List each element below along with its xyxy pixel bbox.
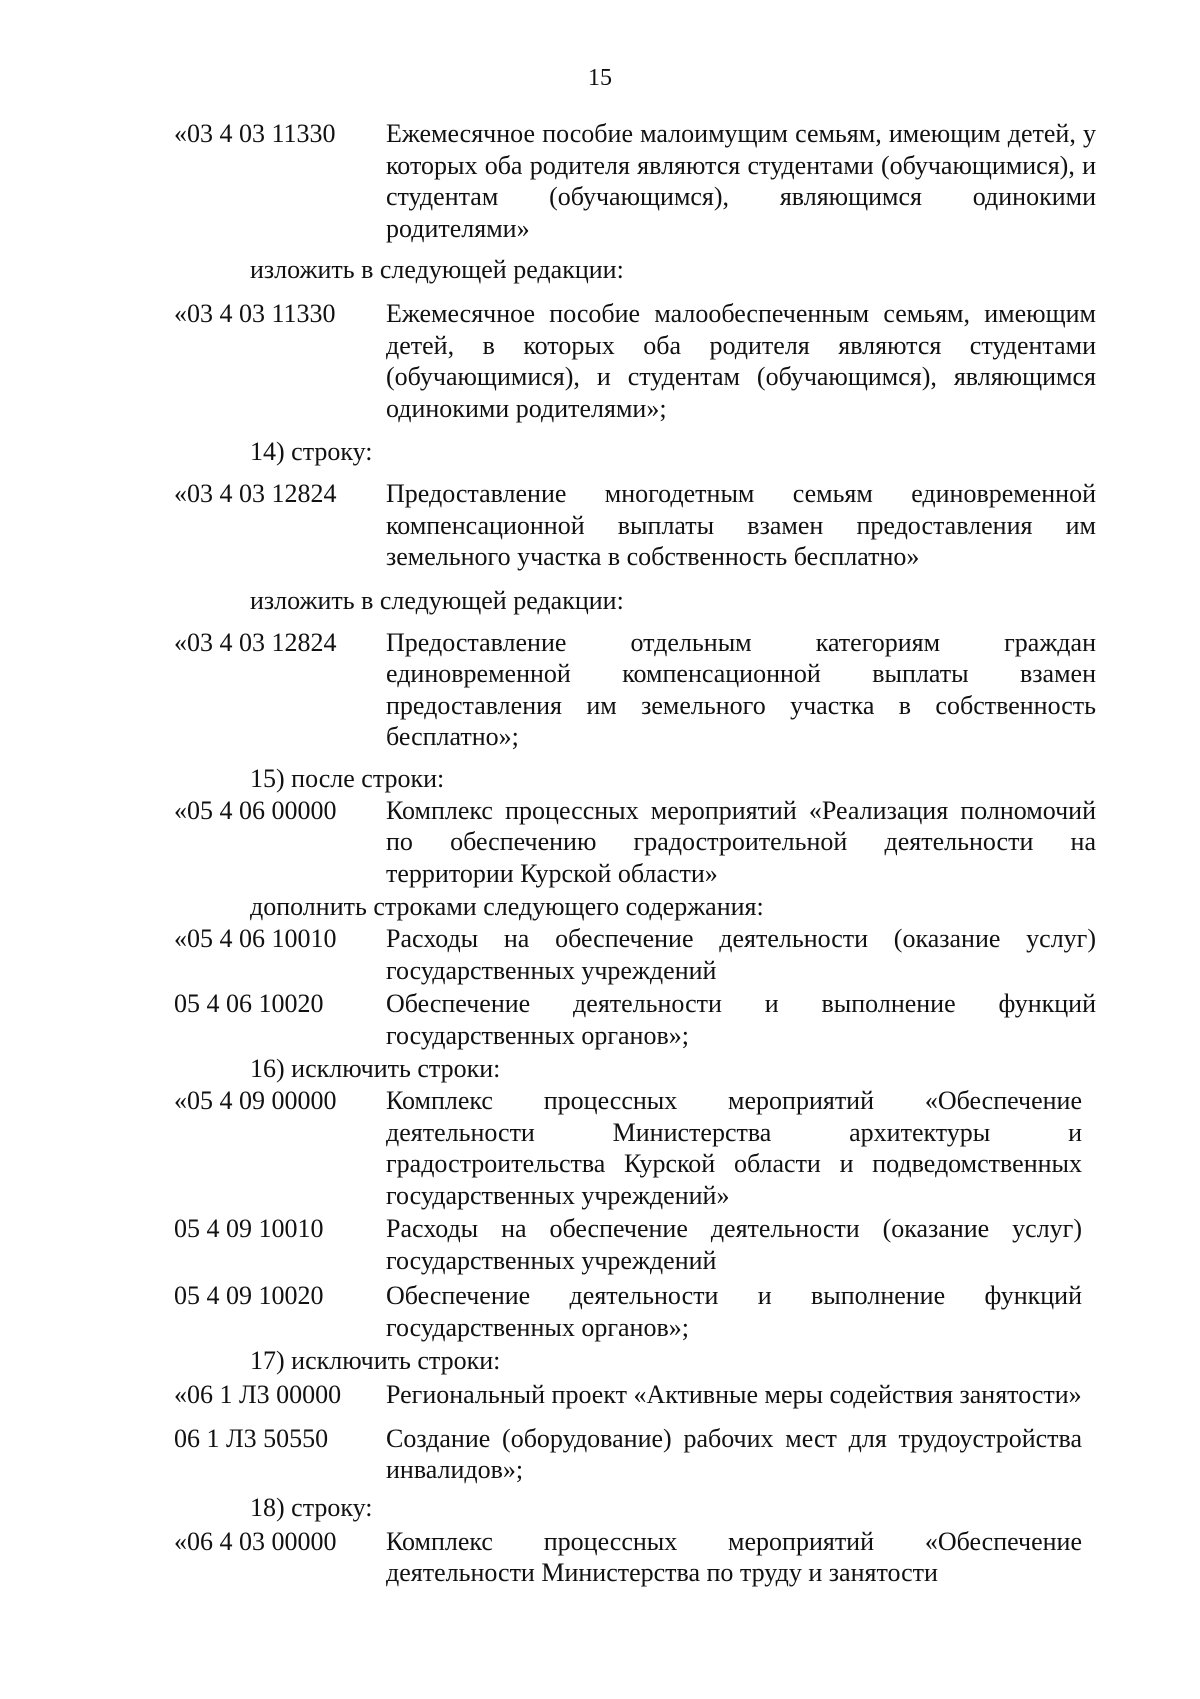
line-description: Ежемесячное пособие малообеспеченным семьям, имеющим детей, в которых оба родителя являются студентами (обучающимися), и студентам (обучающимся), являющимся одинокими родителями»; — [386, 299, 1096, 423]
budget-line-entry — [0, 1379, 1200, 1411]
classification-code: «03 4 03 11330 — [174, 119, 336, 148]
classification-code: «03 4 03 12824 — [174, 627, 337, 657]
amendment-instruction: изложить в следующей редакции: — [250, 255, 624, 284]
classification-code: «03 4 03 12824 — [174, 479, 337, 508]
budget-line-entry — [0, 1423, 1200, 1486]
amendment-instruction: 14) строку: — [250, 437, 373, 466]
budget-line-entry — [0, 923, 1200, 986]
amendment-instruction: изложить в следующей редакции: — [250, 585, 624, 615]
line-description: Региональный проект «Активные меры содействия занятости» — [386, 1380, 1082, 1409]
budget-line-entry — [0, 795, 1200, 890]
budget-line-entry — [0, 1280, 1200, 1343]
line-description: Обеспечение деятельности и выполнение функций государственных органов»; — [386, 989, 1096, 1050]
classification-code: «06 4 03 00000 — [174, 1526, 337, 1556]
page-number: 15 — [588, 65, 612, 91]
classification-code: 05 4 06 10020 — [174, 989, 324, 1018]
budget-line-entry — [0, 1213, 1200, 1276]
amendment-instruction: 16) исключить строки: — [250, 1054, 501, 1083]
line-description: Комплекс процессных мероприятий «Реализация полномочий по обеспечению градостроительной деятельности на территории Курской области» — [386, 795, 1096, 888]
line-description: Ежемесячное пособие малоимущим семьям, имеющим детей, у которых оба родителя являются студентами (обучающимися), и студентам (обучающимся), являющимся одинокими родителями» — [386, 119, 1096, 243]
line-description: Предоставление многодетным семьям единовременной компенсационной выплаты взамен предоставления им земельного участка в собственность бесплатно» — [386, 479, 1096, 571]
classification-code: «03 4 03 11330 — [174, 299, 336, 328]
budget-line-entry — [0, 988, 1200, 1051]
amendment-instruction: 17) исключить строки: — [250, 1346, 501, 1375]
line-description: Создание (оборудование) рабочих мест для трудоустройства инвалидов»; — [386, 1423, 1082, 1484]
line-description: Обеспечение деятельности и выполнение функций государственных органов»; — [386, 1281, 1082, 1342]
line-description: Комплекс процессных мероприятий «Обеспечение деятельности Министерства архитектуры и градостроительства Курской области и подведомственных государственных учреждений» — [386, 1086, 1082, 1210]
classification-code: 05 4 09 10010 — [174, 1214, 324, 1243]
document-body — [0, 118, 1200, 1589]
line-description: Расходы на обеспечение деятельности (оказание услуг) государственных учреждений — [386, 1214, 1082, 1275]
budget-line-entry — [0, 627, 1200, 753]
budget-line-entry — [0, 1085, 1200, 1211]
budget-line-entry — [0, 118, 1200, 244]
budget-line-entry — [0, 1526, 1200, 1589]
amendment-instruction: 15) после строки: — [250, 763, 445, 793]
budget-line-entry — [0, 478, 1200, 573]
line-description: Предоставление отдельным категориям граждан единовременной компенсационной выплаты взамен предоставления им земельного участка в собственность бесплатно»; — [386, 627, 1096, 751]
classification-code: 05 4 09 10020 — [174, 1281, 324, 1310]
classification-code: «06 1 Л3 00000 — [174, 1380, 342, 1409]
amendment-instruction: дополнить строками следующего содержания: — [250, 892, 764, 921]
classification-code: «05 4 06 10010 — [174, 924, 337, 953]
classification-code: «05 4 06 00000 — [174, 795, 337, 825]
budget-line-entry — [0, 298, 1200, 424]
classification-code: «05 4 09 00000 — [174, 1086, 337, 1115]
line-description: Расходы на обеспечение деятельности (оказание услуг) государственных учреждений — [386, 924, 1096, 985]
classification-code: 06 1 Л3 50550 — [174, 1423, 329, 1453]
line-description: Комплекс процессных мероприятий «Обеспечение деятельности Министерства по труду и занятости — [386, 1526, 1082, 1587]
amendment-instruction: 18) строку: — [250, 1492, 373, 1522]
